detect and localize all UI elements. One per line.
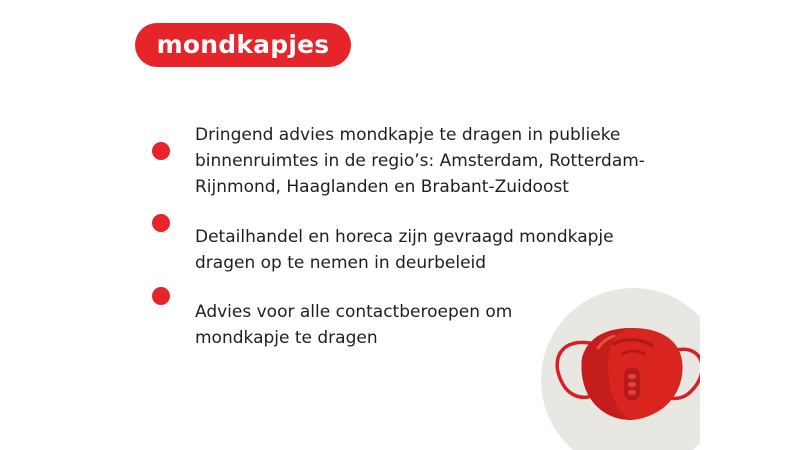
list-item <box>195 122 645 200</box>
page-title: mondkapjes <box>135 23 351 67</box>
list-item-line: Rijnmond, Haaglanden en Brabant-Zuidoost <box>195 177 569 197</box>
list-item <box>195 299 512 351</box>
list-item-line: Advies voor alle contactberoepen om <box>195 302 513 322</box>
list-item-line: binnenruimtes in de regio’s: Amsterdam, Rotterdam- <box>195 151 645 171</box>
face-mask-icon <box>536 288 700 450</box>
list-item-line: Dringend advies mondkapje te dragen in publieke <box>195 125 621 145</box>
list-item <box>195 224 614 276</box>
bullet-dot <box>152 287 170 305</box>
list-item-line: dragen op te nemen in deurbeleid <box>195 253 487 273</box>
bullet-dot <box>152 142 170 160</box>
list-item-line: mondkapje te dragen <box>195 328 378 348</box>
bullet-dot <box>152 214 170 232</box>
list-item-line: Detailhandel en horeca zijn gevraagd mondkapje <box>195 227 614 247</box>
